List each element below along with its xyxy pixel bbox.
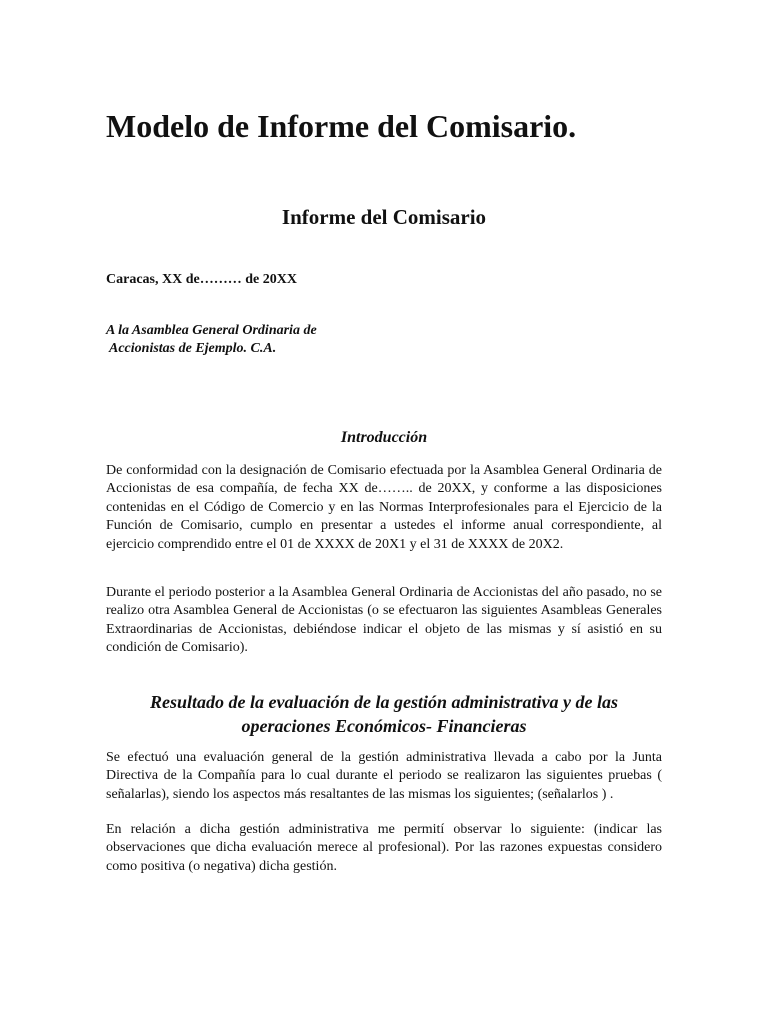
intro-paragraph-1: De conformidad con la designación de Comisario efectuada por la Asamblea General Ordinaria de Accionistas de esa compañía, de fecha XX de…….. de 20XX, y conforme a las disposiciones contenidas en el Código de Comercio y en las Normas Interprofesionales para el Ejercicio de la Función de Comisario, cumplo en presentar a ustedes el informe anual correspondiente, al ejercicio comprendido entre el 01 de XXXX de 20X1 y el 31 de XXXX de 20X2.	[106, 463, 662, 552]
intro-heading: Introducción	[340, 429, 428, 446]
results-paragraph-2: En relación a dicha gestión administrativa me permití observar lo siguiente: (indicar las observaciones que dicha evaluación merece al profesional). Por las razones expuestas considero como positiva (o negativa) dicha gestión.	[106, 822, 662, 874]
addressee-line-1: A la Asamblea General Ordinaria de	[106, 323, 317, 338]
addressee-line-2: Accionistas de Ejemplo. C.A.	[109, 341, 277, 356]
report-subtitle: Informe del Comisario	[281, 205, 487, 229]
results-heading: Resultado de la evaluación de la gestión administrativa y de las operaciones Económicos- Financieras	[150, 692, 618, 736]
date-line: Caracas, XX de……… de 20XX	[106, 272, 297, 287]
results-paragraph-1: Se efectuó una evaluación general de la gestión administrativa llevada a cabo por la Junta Directiva de la Compañía para lo cual durante el periodo se realizaron las siguientes pruebas ( señalarlas), siendo los aspectos más resaltantes de las mismas los siguientes; (señalarlos ) .	[106, 750, 662, 802]
intro-paragraph-2: Durante el periodo posterior a la Asamblea General Ordinaria de Accionistas del año pasado, no se realizo otra Asamblea General de Accionistas (o se efectuaron las siguientes Asambleas Generales Extraordinarias de Accionistas, debiéndose indicar el objeto de las mismas y sí asistió en su condición de Comisario).	[106, 585, 662, 656]
document-title: Modelo de Informe del Comisario.	[106, 108, 577, 144]
addressee-block	[106, 322, 317, 358]
